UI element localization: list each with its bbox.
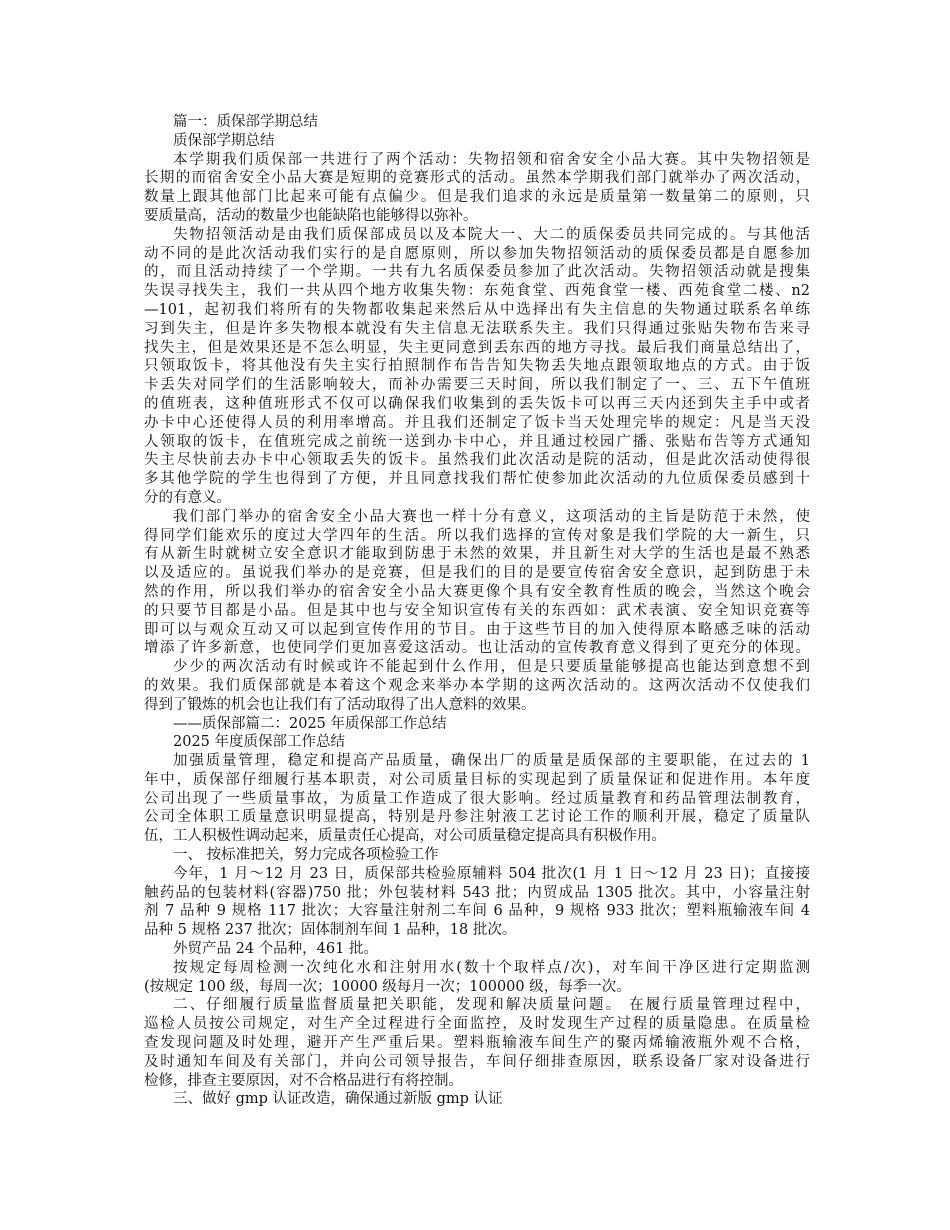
text-line: 即可以与观众互动又可以起到宣传作用的节目。由于这些节目的加入使得原本略感乏味的活动 <box>144 621 810 638</box>
text-line: 有从新生时就树立安全意识才能取到防患于未然的效果，并且新生对大学的生活也是最不熟悉 <box>144 546 810 563</box>
text-line: 一、 按标准把关，努力完成各项检验工作 <box>173 847 439 864</box>
text-line: 的效果。我们质保部就是本着这个观念来举办本学期的这两次活动的。这两次活动不仅使我们 <box>144 677 810 694</box>
text-line: 失主尽快前去办卡中心领取丢失的饭卡。虽然我们此次活动是院的活动，但是此次活动使得很 <box>144 452 810 469</box>
text-line: 巡检人员按公司规定，对生产全过程进行全面监控，及时发现生产过程的质量隐患。在质量检 <box>144 1016 810 1033</box>
text-line: 得到了锻炼的机会也让我们有了活动取得了出人意料的效果。 <box>144 696 536 713</box>
text-line: 数量上跟其他部门比起来可能有点偏少。但是我们追求的永远是质量第一数量第二的原则，只 <box>144 189 810 206</box>
text-line: 得同学们能欢乐的度过大学四年的生活。所以我们选择的宣传对象是我们学院的大一新生，只 <box>144 527 810 544</box>
text-line: —101，起初我们将所有的失物都收集起来然后从中选择出有失主信息的失物通过联系名单练 <box>144 301 810 318</box>
text-line: 人领取的饭卡，在值班完成之前统一送到办卡中心，并且通过校园广播、张贴布告等方式通知 <box>144 433 810 450</box>
text-line: 要质量高，活动的数量少也能缺陷也能够得以弥补。 <box>144 207 478 224</box>
text-line: 外贸产品 24 个品种，461 批。 <box>173 941 378 958</box>
text-line: 三、做好 gmp 认证改造，确保通过新版 gmp 认证 <box>173 1091 503 1108</box>
text-line: 质保部学期总结 <box>173 132 275 149</box>
text-line: 加强质量管理，稳定和提高产品质量，确保出厂的质量是质保部的主要职能，在过去的 1 <box>173 753 810 770</box>
text-line: 按规定每周检测一次纯化水和注射用水(数十个取样点/次)，对车间干净区进行定期监测 <box>173 959 810 976</box>
text-line: 少少的两次活动有时候或许不能起到什么作用，但是只要质量能够提高也能达到意想不到 <box>173 659 810 676</box>
text-line: 分的有意义。 <box>144 489 231 506</box>
text-line: 2025 年度质保部工作总结 <box>173 734 346 751</box>
text-line: 公司出现了一些质量事故，为质量工作造成了很大影响。经过质量教育和药品管理法制教育， <box>144 790 810 807</box>
text-line: 习到失主，但是许多失物根本就没有失主信息无法联系失主。我们只得通过张贴失物布告来寻 <box>144 320 810 337</box>
text-line: 动不同的是此次活动我们实行的是自愿原则，所以参加失物招领活动的质保委员都是自愿参加 <box>144 245 810 262</box>
text-line: 本学期我们质保部一共进行了两个活动：失物招领和宿舍安全小品大赛。其中失物招领是 <box>173 151 810 168</box>
document-page <box>144 113 810 1109</box>
text-line: 今年，1 月～12 月 23 日，质保部共检验原辅料 504 批次(1 月 1 日～12 月 23 日)；直接接 <box>173 865 810 882</box>
text-line: (按规定 100 级，每周一次；10000 级每月一次；100000 级，每季一次。 <box>144 978 631 995</box>
text-line: 检修，排查主要原因，对不合格品进行有将控制。 <box>144 1072 463 1089</box>
text-line: 找失主，但是效果还是不怎么明显，失主更同意到丢东西的地方寻找。最后我们商量总结出了， <box>144 339 810 356</box>
text-line: 办卡中心还使得人员的利用率增高。并且我们还制定了饭卡当天处理完毕的规定：凡是当天没 <box>144 414 810 431</box>
text-line: 失误寻找失主，我们一共从四个地方收集失物：东苑食堂、西苑食堂一楼、西苑食堂二楼、n2 <box>144 283 810 300</box>
text-line: 剂 7 品种 9 规格 117 批次；大容量注射剂二车间 6 品种，9 规格 933 批次；塑料瓶输液车间 4 <box>144 903 810 920</box>
text-line: ——质保部篇二：2025 年质保部工作总结 <box>173 715 447 732</box>
text-line: 卡丢失对同学们的生活影响较大，而补办需要三天时间，所以我们制定了一、三、五下午值班 <box>144 377 810 394</box>
text-line: 失物招领活动是由我们质保部成员以及本院大一、大二的质保委员共同完成的。与其他活 <box>173 226 810 243</box>
text-line: 增添了许多新意，也使同学们更加喜爱这活动。也让活动的宣传教育意义得到了更充分的体现。 <box>144 640 810 657</box>
text-line: 的值班表，这种值班形式不仅可以确保我们收集到的丢失饭卡可以再三天内还到失主手中或者 <box>144 395 810 412</box>
text-line: 的，而且活动持续了一个学期。一共有九名质保委员参加了此次活动。失物招领活动就是搜集 <box>144 264 810 281</box>
text-line: 我们部门举办的宿舍安全小品大赛也一样十分有意义，这项活动的主旨是防范于未然，使 <box>173 508 810 525</box>
text-line: 多其他学院的学生也得到了方便，并且同意找我们帮忙使参加此次活动的九位质保委员感到十 <box>144 471 810 488</box>
text-line: 二、仔细履行质量监督质量把关职能，发现和解决质量问题。 在履行质量管理过程中， <box>173 997 810 1014</box>
text-line: 然的作用，所以我们举办的宿舍安全小品大赛更像个具有安全教育性质的晚会，当然这个晚会 <box>144 583 810 600</box>
text-line: 年中，质保部仔细履行基本职责，对公司质量目标的实现起到了质量保证和促进作用。本年度 <box>144 771 810 788</box>
text-line: 只领取饭卡，将其他没有失主实行拍照制作布告告知失物丢失地点跟领取地点的方式。由于饭 <box>144 358 810 375</box>
text-line: 触药品的包装材料(容器)750 批；外包装材料 543 批；内贸成品 1305 批次。其中，小容量注射 <box>144 884 810 901</box>
text-line: 公司全体职工质量意识明显提高，特别是丹参注射液工艺讨论工作的顺利开展，稳定了质量队 <box>144 809 810 826</box>
text-line: 伍，工人积极性调动起来，质量责任心提高，对公司质量稳定提高具有积极作用。 <box>144 828 666 845</box>
text-line: 及时通知车间及有关部门，并向公司领导报告，车间仔细排查原因，联系设备厂家对设备进行 <box>144 1053 810 1070</box>
text-line: 品种 5 规格 237 批次；固体制剂车间 1 品种，18 批次。 <box>144 922 517 939</box>
text-line: 长期的而宿舍安全小品大赛是短期的竞赛形式的活动。虽然本学期我们部门就举办了两次活动， <box>144 170 810 187</box>
text-line: 的只要节目都是小品。但是其中也与安全知识宣传有关的东西如：武术表演、安全知识竞赛等 <box>144 602 810 619</box>
text-line: 篇一：质保部学期总结 <box>173 114 318 130</box>
text-line: 以及适应的。虽说我们举办的是竞赛，但是我们的目的是要宣传宿舍安全意识，起到防患于未 <box>144 565 810 582</box>
text-line: 查发现问题及时处理，避开产生严重后果。塑料瓶输液车间生产的聚丙烯输液瓶外观不合格， <box>144 1035 810 1052</box>
